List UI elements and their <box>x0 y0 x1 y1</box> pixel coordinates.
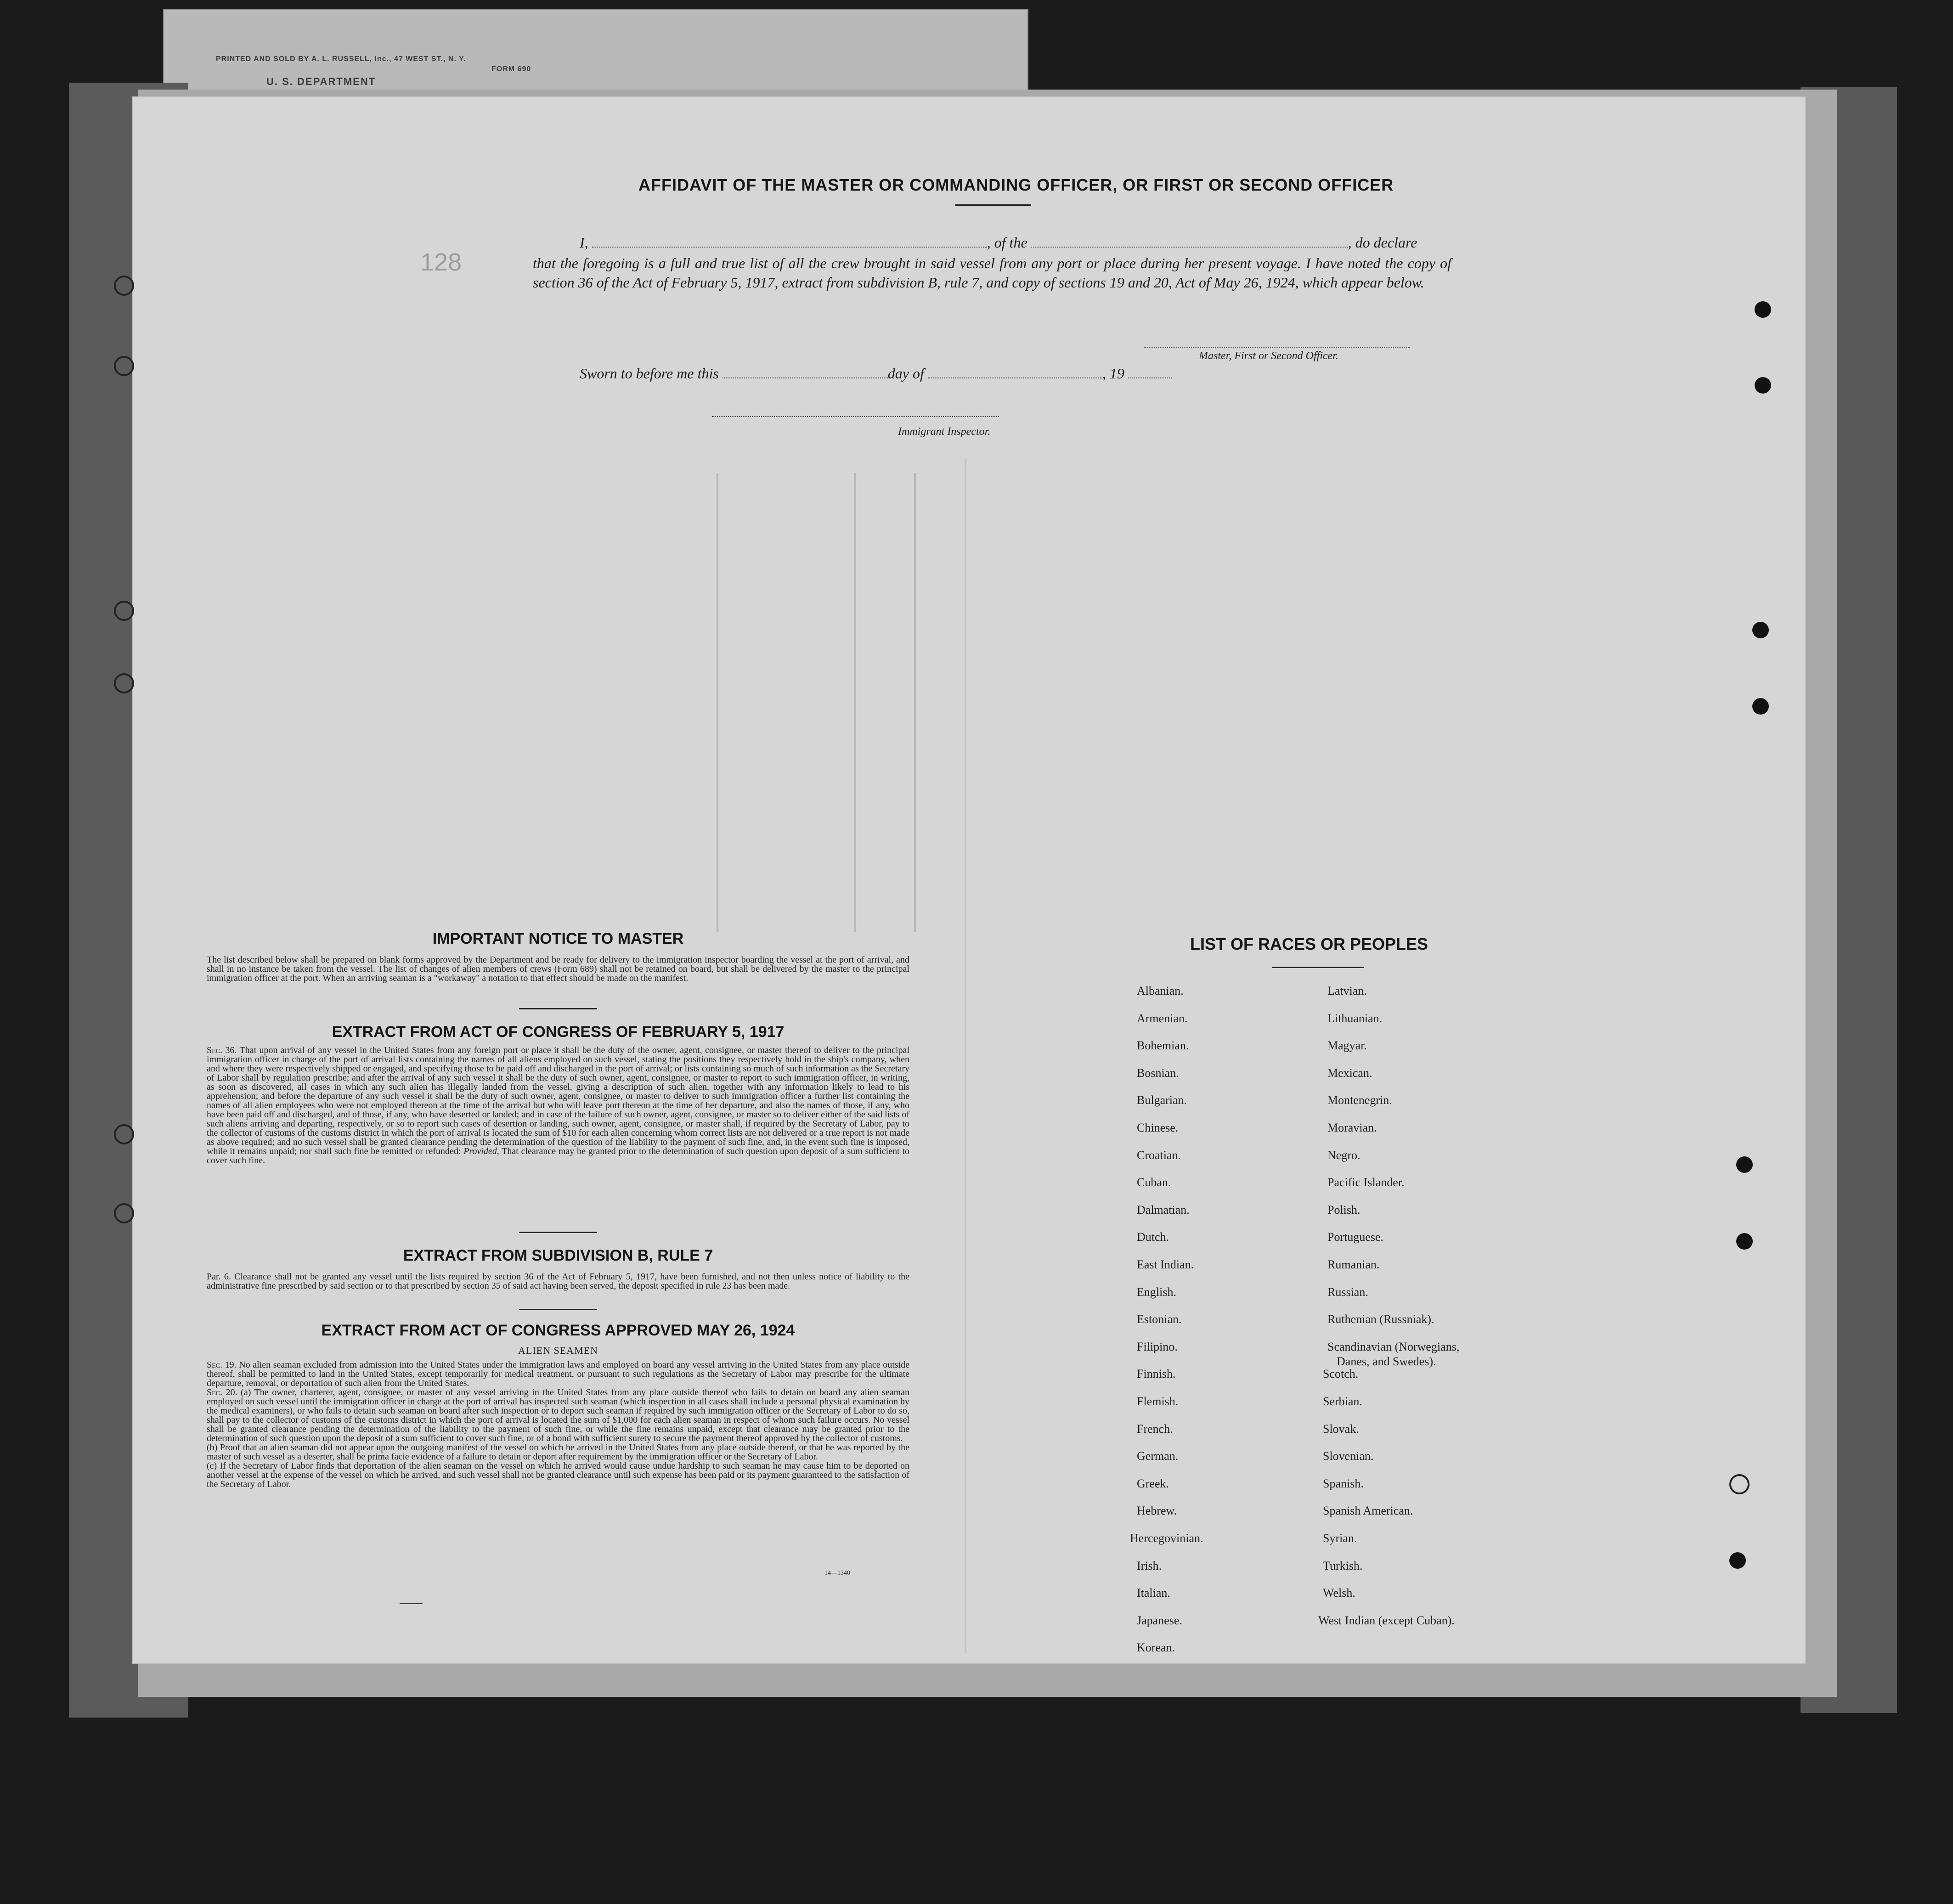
affidavit-declare-label: , do declare <box>1348 234 1417 251</box>
extract-1924-text <box>207 1360 909 1489</box>
stamp-number: 128 <box>420 248 462 276</box>
notice-text: The list described below shall be prepared on blank forms approved by the Department and be ready for delivery to the immigration inspector boarding the vessel at the port of arrival, and shall in no instance be taken from the vessel. The list of changes of alien members of crews (Form 689) shall not be retained on board, but shall be delivered by the master to the principal immigration officer at the port. When an arriving seaman is a "workaway" a notation to that effect should be made on the manifest. <box>207 955 909 983</box>
race-item: Welsh. <box>1323 1586 1355 1600</box>
race-item: West Indian (except Cuban). <box>1318 1614 1455 1627</box>
race-item: Italian. <box>1137 1586 1170 1600</box>
race-item: Moravian. <box>1327 1121 1377 1134</box>
binder-hole-right <box>1729 1474 1750 1494</box>
race-item: Korean. <box>1137 1641 1175 1654</box>
race-item: Syrian. <box>1323 1532 1357 1545</box>
bleed-through-rule <box>717 473 718 932</box>
master-signature-label: Master, First or Second Officer. <box>1199 350 1338 362</box>
inspector-signature-label: Immigrant Inspector. <box>898 426 991 438</box>
extract-1917-rule <box>519 1008 597 1009</box>
inspector-signature-line[interactable] <box>712 416 999 417</box>
race-item: Bosnian. <box>1137 1066 1179 1080</box>
race-item: East Indian. <box>1137 1258 1194 1271</box>
race-item: Bulgarian. <box>1137 1093 1187 1107</box>
race-item: Scandinavian (Norwegians, <box>1327 1340 1460 1353</box>
binder-hole-left <box>114 276 134 296</box>
race-item: Serbian. <box>1323 1395 1362 1408</box>
binder-hole-right <box>1752 698 1769 715</box>
proviso-text: That clearance may be granted prior to the determination of such question upon deposit of a sum sufficient to cover such fine. <box>207 1146 910 1166</box>
race-item: Mexican. <box>1327 1066 1372 1080</box>
sworn-prefix-label: Sworn to before me this <box>580 365 719 382</box>
printer-imprint: PRINTED AND SOLD BY A. L. RUSSELL, Inc., 47 WEST ST., N. Y. FORM 690 <box>216 55 531 73</box>
race-item: Lithuanian. <box>1327 1012 1383 1025</box>
sworn-day-of-label: day of <box>887 365 924 382</box>
race-item: Irish. <box>1137 1559 1162 1572</box>
sworn-year-label: , 19 <box>1102 365 1124 382</box>
affidavit-title-rule <box>955 204 1031 206</box>
section-20a: Sec. 20. (a) The owner, charterer, agent, consignee, or master of any vessel arriving in the United States from any place outside thereof who fails to detain on board any alien seaman employed on such vessel until the immigration officer in charge at the port of arrival has inspected such seaman (which inspection in all cases shall include a personal physical examination by the medical examiners), or who fails to detain such seaman on board after such inspection or to deport such seaman if required by such immigration officer or the Secretary of Labor to do so, shall pay to the collector of customs of the customs district in which the port of arrival is located the sum of $1,000 for each alien seaman in respect of whom such failure occurs. No vessel shall be granted clearance pending the determination of the liability to the payment of such fine, or while the fine remains unpaid, except that clearance may be granted prior to the determination of such question upon the deposit of a sum sufficient to cover such fine, or of a bond with sufficient surety to secure the payment thereof approved by the collector of customs. <box>207 1387 910 1443</box>
race-item: Scotch. <box>1323 1367 1359 1380</box>
master-name-field[interactable] <box>592 235 987 248</box>
sworn-year-field[interactable] <box>1128 366 1172 378</box>
race-item: Polish. <box>1327 1203 1360 1217</box>
race-item: Croatian. <box>1137 1149 1181 1162</box>
binder-hole-left <box>114 673 134 693</box>
affidavit-body: that the foregoing is a full and true list of all the crew brought in said vessel from any port or place during her present voyage. I have noted the copy of section 36 of the Act of February 5, 1917, extract from subdivision B, rule 7, and copy of sections 19 and 20, Act of May 26, 1924, which appear below. <box>533 255 1451 291</box>
department-header-fragment: U. S. DEPARTMENT <box>266 76 376 87</box>
binder-hole-right <box>1736 1233 1753 1250</box>
race-item: Magyar. <box>1327 1039 1367 1052</box>
binder-hole-left <box>114 1124 134 1144</box>
race-item: Filipino. <box>1137 1340 1178 1353</box>
alien-seamen-subtitle: ALIEN SEAMEN <box>518 1345 598 1356</box>
race-item: Chinese. <box>1137 1121 1179 1134</box>
race-item: Cuban. <box>1137 1176 1171 1189</box>
race-item: Flemish. <box>1137 1395 1179 1408</box>
form-number: 14—1340 <box>824 1570 850 1577</box>
binder-hole-right <box>1729 1552 1746 1569</box>
binder-hole-right <box>1755 301 1771 318</box>
race-item: Portuguese. <box>1327 1230 1384 1244</box>
race-item: Slovak. <box>1323 1422 1359 1436</box>
extract-rule7-text: Par. 6. Clearance shall not be granted any vessel until the lists required by section 36 of the Act of February 5, 1917, have been furnished, and not then unless notice of liability to the administrative fine prescribed by said section or to that prescribed by section 35 of said act having been served, the deposit specified in rule 23 has been made. <box>207 1272 909 1291</box>
races-title: LIST OF RACES OR PEOPLES <box>1190 935 1428 953</box>
binder-hole-left <box>114 356 134 376</box>
binder-hole-left <box>114 601 134 621</box>
extract-rule7-rule <box>519 1232 597 1233</box>
race-item: Pacific Islander. <box>1327 1176 1405 1189</box>
race-item: Dalmatian. <box>1137 1203 1190 1217</box>
binder-hole-left <box>114 1203 134 1223</box>
race-item: Hercegovinian. <box>1130 1532 1203 1545</box>
race-item: German. <box>1137 1449 1179 1463</box>
races-title-rule <box>1272 967 1364 968</box>
bleed-through-rule <box>914 473 916 932</box>
affidavit-of-the-label: , of the <box>987 234 1027 251</box>
race-item: Spanish American. <box>1323 1504 1413 1517</box>
notice-title: IMPORTANT NOTICE TO MASTER <box>432 930 684 947</box>
race-item: Spanish. <box>1323 1477 1364 1490</box>
race-item: Finnish. <box>1137 1367 1176 1380</box>
binder-hole-right <box>1752 622 1769 638</box>
race-item: Turkish. <box>1323 1559 1363 1572</box>
sworn-month-field[interactable] <box>928 366 1102 378</box>
race-item: Hebrew. <box>1137 1504 1177 1517</box>
section-20b: (b) Proof that an alien seaman did not appear upon the outgoing manifest of the vessel on which he arrived in the United States from any place outside thereof, or that he was reported by the master of such vessel as a deserter, shall be prima facie evidence of a failure to detain or deport after requirement by the immigration officer or the Secretary of Labor. <box>207 1442 909 1462</box>
extract-1917-text <box>207 1046 909 1165</box>
race-item: Russian. <box>1327 1285 1368 1299</box>
race-item: Rumanian. <box>1327 1258 1380 1271</box>
section-36-text: That upon arrival of any vessel in the United States from any foreign port or place it shall be the duty of the owner, agent, consignee, or master thereof to deliver to the principal immigration officer in charge of the port of arrival lists containing the names of all aliens employed on such vessel, stating the positions they respectively hold in the ship's company, when and where they were respectively shipped or engaged, and specifying those to be paid off and discharged in the port of arrival; or lists containing so much of such information as the Secretary of Labor shall by regulation prescribe; and after the arrival of any such vessel it shall be the duty of such owner, agent, consignee, or master to report to such immigration officer, in writing, as soon as discovered, all cases in which any such alien has illegally landed from the vessel, giving a description of such alien, together with any information likely to lead to his apprehension; and before the departure of any such vessel it shall be the duty of such owner, agent, consignee, or master to deliver to such immigration officer a further list containing the names of all alien employees who were not employed thereon at the time of the arrival but who will leave port thereon at the time of her departure, and also the names of those, if any, who have been paid off and discharged, and of those, if any, who have deserted or landed; and in case of the failure of such owner, agent, consignee, or master so to deliver either of the said lists of such aliens arriving and departing, respectively, or so to report such cases of desertion or landing, such owner, agent, consignee, or master shall, if required by the Secretary of Labor, pay to the collector of customs of the customs district in which the port of arrival is located the sum of $10 for each alien concerning whom correct lists are not delivered or a true report is not made as above required; and no such vessel shall be granted clearance pending the determination of the question of the liability to the payment of such fine, and, in the event such fine is imposed, while it remains unpaid; nor shall such fine be remitted or refunded: <box>207 1045 909 1156</box>
affidavit-declaration-line <box>580 234 1417 251</box>
binder-hole-right <box>1755 377 1771 394</box>
race-item: English. <box>1137 1285 1176 1299</box>
dash-mark <box>400 1603 423 1604</box>
sworn-day-field[interactable] <box>722 366 888 378</box>
race-item: Albanian. <box>1137 984 1184 997</box>
extract-rule7-title: EXTRACT FROM SUBDIVISION B, RULE 7 <box>403 1247 713 1264</box>
race-item: Montenegrin. <box>1327 1093 1392 1107</box>
race-item: Slovenian. <box>1323 1449 1374 1463</box>
race-item: Armenian. <box>1137 1012 1188 1025</box>
race-item: Ruthenian (Russniak). <box>1327 1313 1434 1326</box>
race-item: Japanese. <box>1137 1614 1182 1627</box>
race-item: Bohemian. <box>1137 1039 1189 1052</box>
bleed-through-rule <box>965 459 966 1653</box>
sworn-line <box>580 365 1172 382</box>
master-signature-line[interactable] <box>1144 347 1410 348</box>
race-item: Danes, and Swedes). <box>1337 1355 1436 1368</box>
race-item: Negro. <box>1327 1149 1360 1162</box>
section-36-label: Sec. 36. <box>207 1045 237 1055</box>
race-item: Estonian. <box>1137 1313 1182 1326</box>
section-20c: (c) If the Secretary of Labor finds that deportation of the alien seaman on the vessel on which he arrived would cause undue hardship to such seaman he may cause him to be deported on another vessel at the expense of the vessel on which he arrived, and such vessel shall not be granted clearance until such expense has been paid or its payment guaranteed to the satisfaction of the Secretary of Labor. <box>207 1461 909 1489</box>
race-item: Greek. <box>1137 1477 1169 1490</box>
race-item: Dutch. <box>1137 1230 1169 1244</box>
affidavit-title: AFFIDAVIT OF THE MASTER OR COMMANDING OFFICER, OR FIRST OR SECOND OFFICER <box>638 175 1394 194</box>
extract-1924-title: EXTRACT FROM ACT OF CONGRESS APPROVED MAY 26, 1924 <box>321 1322 795 1339</box>
race-item: Latvian. <box>1327 984 1367 997</box>
binder-hole-right <box>1736 1156 1753 1173</box>
affidavit-i-label: I, <box>580 234 588 251</box>
race-item: French. <box>1137 1422 1173 1436</box>
extract-1924-rule <box>519 1309 597 1310</box>
extract-1917-title: EXTRACT FROM ACT OF CONGRESS OF FEBRUARY 5, 1917 <box>332 1023 785 1041</box>
vessel-name-field[interactable] <box>1031 235 1348 248</box>
bleed-through-rule <box>854 473 856 932</box>
proviso-label: Provided, <box>463 1146 499 1156</box>
section-19: Sec. 19. No alien seaman excluded from admission into the United States under the immigration laws and employed on board any vessel arriving in the United States from any place outside thereof, shall be permitted to land in the United States, except temporarily for medical treatment, or pursuant to such regulations as the Secretary of Labor may prescribe for the ultimate departure, removal, or deportation of such alien from the United States. <box>207 1360 910 1388</box>
